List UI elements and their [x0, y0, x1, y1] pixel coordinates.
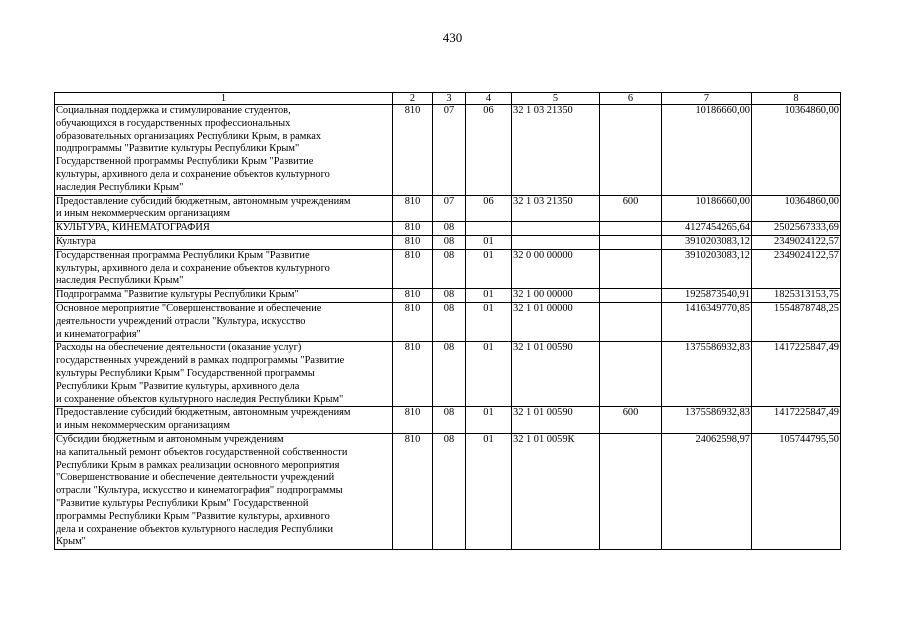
cell-col2: 810 [393, 249, 433, 288]
cell-col8: 1554878748,25 [752, 302, 841, 341]
cell-col5: 32 1 00 00000 [512, 289, 600, 303]
table-row [55, 195, 841, 222]
table-row [55, 302, 841, 341]
cell-col3: 07 [433, 105, 466, 196]
cell-col6 [600, 249, 662, 288]
cell-col2: 810 [393, 105, 433, 196]
cell-col8: 105744795,50 [752, 433, 841, 549]
cell-col8: 2349024122,57 [752, 235, 841, 249]
row-name: Субсидии бюджетным и автономным учреждениям на капитальный ремонт объектов государственной собственности Республики Крым в рамках реализации основного мероприятия "Совершенствование и обеспечение деятельности учреждений отрасли "Культура, искусство и кинематография" подпрограммы "Развитие культуры Республики Крым" Государственной программы Республики Крым "Развитие культуры, архивного дела и сохранение объектов культурного наследия Республики Крым" [55, 433, 393, 549]
cell-col2: 810 [393, 407, 433, 434]
cell-col5 [512, 222, 600, 236]
row-name: Государственная программа Республики Крым "Развитие культуры, архивного дела и сохранение объектов культурного наследия Республики Крым" [55, 249, 393, 288]
cell-col3: 08 [433, 302, 466, 341]
column-header: 8 [752, 93, 841, 105]
cell-col4: 06 [466, 105, 512, 196]
cell-col8: 1825313153,75 [752, 289, 841, 303]
cell-col8: 10364860,00 [752, 195, 841, 222]
row-name: Расходы на обеспечение деятельности (оказание услуг) государственных учреждений в рамках подпрограммы "Развитие культуры Республики Крым" Государственной программы Республики Крым "Развитие культуры, архивного дела и сохранение объектов культурного наследия Республики Крым" [55, 342, 393, 407]
cell-col6: 600 [600, 195, 662, 222]
cell-col7: 3910203083,12 [662, 249, 752, 288]
column-header: 4 [466, 93, 512, 105]
cell-col2: 810 [393, 342, 433, 407]
cell-col4: 01 [466, 302, 512, 341]
cell-col6 [600, 302, 662, 341]
cell-col8: 1417225847,49 [752, 407, 841, 434]
cell-col5: 32 1 03 21350 [512, 195, 600, 222]
cell-col5: 32 1 01 00590 [512, 342, 600, 407]
cell-col6 [600, 433, 662, 549]
cell-col4: 01 [466, 289, 512, 303]
cell-col7: 4127454265,64 [662, 222, 752, 236]
cell-col2: 810 [393, 302, 433, 341]
table-row [55, 289, 841, 303]
table-row [55, 222, 841, 236]
row-name: КУЛЬТУРА, КИНЕМАТОГРАФИЯ [55, 222, 393, 236]
cell-col2: 810 [393, 289, 433, 303]
cell-col5: 32 1 01 0059К [512, 433, 600, 549]
cell-col4 [466, 222, 512, 236]
cell-col7: 1375586932,83 [662, 407, 752, 434]
cell-col7: 10186660,00 [662, 105, 752, 196]
table-row [55, 433, 841, 549]
row-name: Социальная поддержка и стимулирование студентов, обучающихся в государственных профессиональных образовательных организациях Республики Крым, в рамках подпрограммы "Развитие культуры Республики Крым" Государственной программы Республики Крым "Развитие культуры, архивного дела и сохранение объектов культурного наследия Республики Крым" [55, 105, 393, 196]
column-header: 7 [662, 93, 752, 105]
page-number: 430 [442, 30, 463, 45]
cell-col4: 01 [466, 249, 512, 288]
cell-col6 [600, 105, 662, 196]
table-row [55, 342, 841, 407]
column-header: 6 [600, 93, 662, 105]
cell-col5 [512, 235, 600, 249]
cell-col2: 810 [393, 235, 433, 249]
column-header: 3 [433, 93, 466, 105]
cell-col8: 10364860,00 [752, 105, 841, 196]
cell-col7: 10186660,00 [662, 195, 752, 222]
column-header-row [55, 93, 841, 105]
row-name: Подпрограмма "Развитие культуры Республики Крым" [55, 289, 393, 303]
row-name: Предоставление субсидий бюджетным, автономным учреждениям и иным некоммерческим организациям [55, 195, 393, 222]
cell-col7: 1416349770,85 [662, 302, 752, 341]
cell-col2: 810 [393, 222, 433, 236]
cell-col6: 600 [600, 407, 662, 434]
table-row [55, 249, 841, 288]
table-row [55, 407, 841, 434]
cell-col2: 810 [393, 195, 433, 222]
cell-col6 [600, 222, 662, 236]
column-header: 1 [55, 93, 393, 105]
cell-col3: 08 [433, 342, 466, 407]
row-name: Основное мероприятие "Совершенствование и обеспечение деятельности учреждений отрасли "Культура, искусство и кинематография" [55, 302, 393, 341]
cell-col7: 3910203083,12 [662, 235, 752, 249]
cell-col5: 32 0 00 00000 [512, 249, 600, 288]
cell-col4: 01 [466, 433, 512, 549]
cell-col5: 32 1 01 00590 [512, 407, 600, 434]
row-name: Культура [55, 235, 393, 249]
cell-col4: 01 [466, 407, 512, 434]
cell-col4: 01 [466, 342, 512, 407]
table-row [55, 235, 841, 249]
cell-col4: 01 [466, 235, 512, 249]
row-name: Предоставление субсидий бюджетным, автономным учреждениям и иным некоммерческим организациям [55, 407, 393, 434]
cell-col8: 2502567333,69 [752, 222, 841, 236]
table-row [55, 105, 841, 196]
cell-col4: 06 [466, 195, 512, 222]
cell-col6 [600, 342, 662, 407]
cell-col3: 08 [433, 235, 466, 249]
cell-col3: 08 [433, 289, 466, 303]
cell-col8: 1417225847,49 [752, 342, 841, 407]
cell-col7: 24062598,97 [662, 433, 752, 549]
cell-col3: 08 [433, 249, 466, 288]
column-header: 2 [393, 93, 433, 105]
cell-col3: 08 [433, 433, 466, 549]
cell-col7: 1375586932,83 [662, 342, 752, 407]
budget-table [54, 92, 841, 550]
cell-col3: 08 [433, 407, 466, 434]
cell-col7: 1925873540,91 [662, 289, 752, 303]
cell-col3: 08 [433, 222, 466, 236]
column-header: 5 [512, 93, 600, 105]
cell-col8: 2349024122,57 [752, 249, 841, 288]
cell-col6 [600, 235, 662, 249]
cell-col5: 32 1 03 21350 [512, 105, 600, 196]
cell-col3: 07 [433, 195, 466, 222]
cell-col5: 32 1 01 00000 [512, 302, 600, 341]
cell-col6 [600, 289, 662, 303]
cell-col2: 810 [393, 433, 433, 549]
